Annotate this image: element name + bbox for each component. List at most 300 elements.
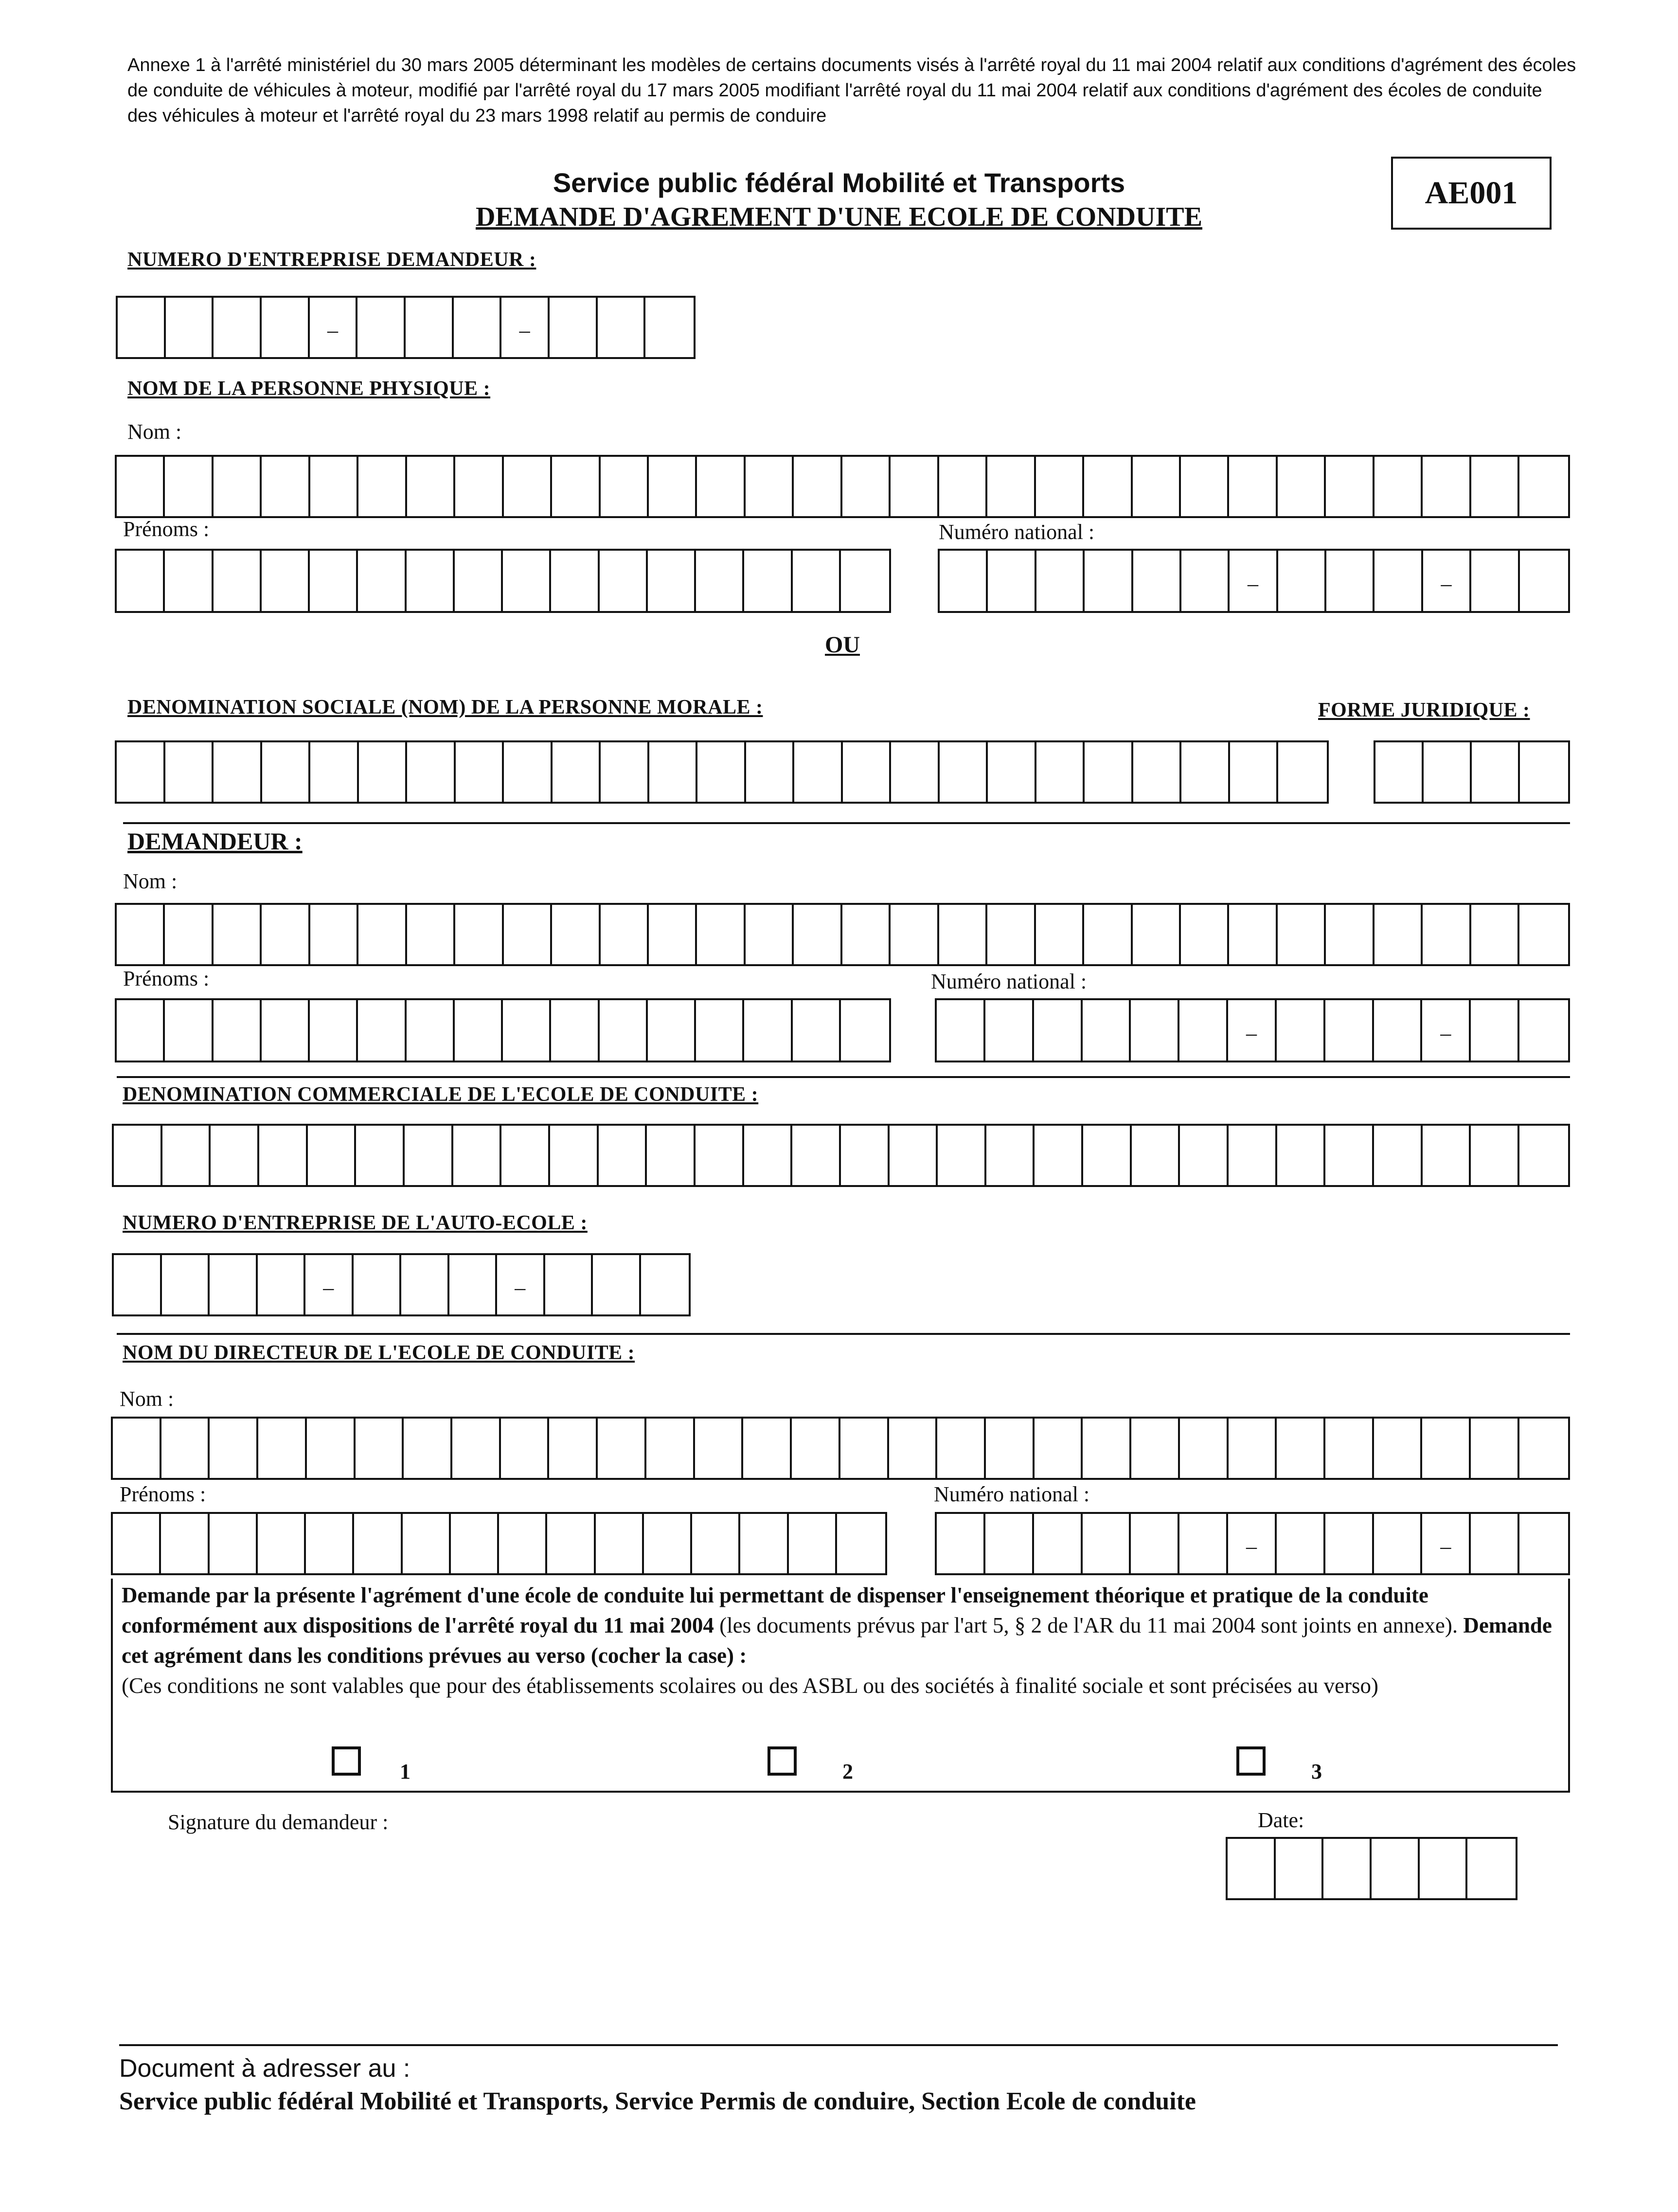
char-cell[interactable] [545,1255,593,1314]
char-cell[interactable] [986,1126,1035,1185]
char-cell[interactable] [501,1419,550,1478]
char-cell[interactable] [649,457,697,516]
char-cell[interactable] [501,298,550,357]
char-cell[interactable] [1181,551,1230,611]
char-cell[interactable] [1471,551,1519,611]
char-cell[interactable] [165,457,213,516]
char-cell[interactable] [843,742,892,802]
condition-1-checkbox[interactable] [332,1746,361,1776]
char-cell[interactable] [113,1514,161,1573]
char-cell[interactable] [356,1126,405,1185]
person-last-name-field[interactable] [115,455,1570,518]
char-cell[interactable] [165,551,213,611]
char-cell[interactable] [504,457,552,516]
person-national-number-field[interactable] [938,549,1570,613]
char-cell[interactable] [1084,457,1132,516]
char-cell[interactable] [1085,742,1133,802]
applicant-national-number-field[interactable] [935,998,1570,1062]
char-cell[interactable] [792,1126,841,1185]
char-cell[interactable] [841,1000,889,1061]
char-cell[interactable] [407,1000,455,1061]
char-cell[interactable] [599,1126,647,1185]
char-cell[interactable] [793,1000,841,1061]
char-cell[interactable] [986,1419,1035,1478]
annexe-reference: Annexe 1 à l'arrêté ministériel du 30 mars 2005 déterminant les modèles de certains documents visés à l'arrêté royal du 11 mai 2004 relatif aux conditions d'agrément des écoles de conduite de véhicules à moteur, modifié par l'arrêté royal du 17 mars 2005 modifiant l'arrêté royal du 11 mai 2004 relatif aux conditions d'agrément des écoles de conduite des véhicules à moteur et l'arrêté royal du 23 mars 1998 relatif au permis de conduire [127,55,1576,126]
char-cell[interactable] [1326,457,1374,516]
char-cell[interactable] [405,1126,453,1185]
char-cell[interactable] [1228,1839,1276,1898]
char-cell[interactable] [1374,1419,1423,1478]
char-cell[interactable] [165,1000,213,1061]
char-cell[interactable] [305,1255,354,1314]
declaration-part3: Demande cet agrément dans les conditions prévues au verso (cocher la case) : [122,1613,1552,1668]
char-cell[interactable] [649,742,698,802]
char-cell[interactable] [1228,1000,1277,1061]
char-cell[interactable] [1472,742,1520,802]
char-cell[interactable] [1181,457,1229,516]
char-cell[interactable] [792,1419,840,1478]
char-cell[interactable] [794,905,842,964]
char-cell[interactable] [1083,1126,1132,1185]
char-cell[interactable] [359,742,408,802]
char-cell[interactable] [214,742,262,802]
char-cell[interactable] [503,1000,551,1061]
char-cell[interactable] [210,1255,258,1314]
char-cell[interactable] [358,457,407,516]
char-cell[interactable] [214,1000,262,1061]
char-cell[interactable] [1423,457,1471,516]
char-cell[interactable] [449,1255,498,1314]
char-cell[interactable] [1323,1839,1372,1898]
organization-title: Service public fédéral Mobilité et Transports [553,167,1125,198]
char-cell[interactable] [114,1126,162,1185]
char-cell[interactable] [1326,905,1374,964]
char-cell[interactable] [354,1255,402,1314]
char-cell[interactable] [793,551,841,611]
char-cell[interactable] [988,742,1036,802]
legal-form-field[interactable] [1374,740,1570,804]
school-trade-name-field[interactable] [112,1124,1570,1187]
char-cell[interactable] [1277,1514,1325,1573]
char-cell[interactable] [1181,742,1230,802]
char-cell[interactable] [1035,1419,1083,1478]
char-cell[interactable] [1228,1514,1277,1573]
char-cell[interactable] [649,905,697,964]
char-cell[interactable] [1375,905,1423,964]
char-cell[interactable] [1084,905,1132,964]
char-cell[interactable] [985,1000,1034,1061]
char-cell[interactable] [1325,1514,1374,1573]
char-cell[interactable] [601,457,649,516]
char-cell[interactable] [117,551,165,611]
char-cell[interactable] [1083,1000,1131,1061]
condition-2-checkbox[interactable] [768,1746,797,1776]
char-cell[interactable] [1083,1419,1131,1478]
char-cell[interactable] [601,905,649,964]
char-cell[interactable] [1372,1839,1420,1898]
legal-entity-name-field[interactable] [115,740,1329,804]
char-cell[interactable] [310,1000,358,1061]
char-cell[interactable] [552,457,600,516]
date-field[interactable] [1226,1837,1517,1900]
char-cell[interactable] [1230,551,1278,611]
char-cell[interactable] [842,457,891,516]
char-cell[interactable] [117,742,165,802]
char-cell[interactable] [262,1000,310,1061]
char-cell[interactable] [547,1514,595,1573]
char-cell[interactable] [1034,1000,1083,1061]
char-cell[interactable] [162,1255,210,1314]
char-cell[interactable] [1133,905,1181,964]
char-cell[interactable] [162,1126,211,1185]
char-cell[interactable] [842,905,891,964]
char-cell[interactable] [596,1514,644,1573]
footer-title: Document à adresser au : [119,2054,411,2083]
char-cell[interactable] [696,1126,744,1185]
char-cell[interactable] [1083,1514,1131,1573]
char-cell[interactable] [1519,1126,1568,1185]
char-cell[interactable] [552,905,600,964]
applicant-first-names-field[interactable] [115,998,891,1062]
declaration-part1: Demande par la présente l'agrément d'une école de conduite lui permettant de dispenser l'enseignement théorique et pratique de la conduite conformément aux dispositions de l'arrêté royal du 11 mai 2004 [122,1583,1428,1637]
char-cell[interactable] [262,551,310,611]
char-cell[interactable] [118,298,166,357]
char-cell[interactable] [1181,905,1229,964]
char-cell[interactable] [891,742,940,802]
char-cell[interactable] [307,1419,356,1478]
director-national-number-field[interactable] [935,1512,1570,1575]
char-cell[interactable] [214,551,262,611]
char-cell[interactable] [692,1514,740,1573]
char-cell[interactable] [455,905,503,964]
director-last-name-field[interactable] [111,1417,1570,1480]
char-cell[interactable] [1471,457,1519,516]
char-cell[interactable] [641,1255,689,1314]
char-cell[interactable] [497,1255,545,1314]
char-cell[interactable] [166,298,214,357]
char-cell[interactable] [1422,1514,1471,1573]
char-cell[interactable] [211,1126,259,1185]
char-cell[interactable] [1519,905,1568,964]
char-cell[interactable] [1471,905,1519,964]
char-cell[interactable] [937,1419,986,1478]
char-cell[interactable] [1036,905,1084,964]
char-cell[interactable] [1423,551,1471,611]
char-cell[interactable] [940,551,988,611]
char-cell[interactable] [161,1419,210,1478]
nom-label: Nom : [127,420,182,444]
char-cell[interactable] [358,551,406,611]
char-cell[interactable] [1374,1514,1423,1573]
char-cell[interactable] [1520,742,1568,802]
char-cell[interactable] [940,742,988,802]
char-cell[interactable] [1133,457,1181,516]
char-cell[interactable] [794,457,842,516]
char-cell[interactable] [407,905,455,964]
footer-address: Service public fédéral Mobilité et Transports, Service Permis de conduire, Section Ecole de conduite [119,2087,1196,2115]
char-cell[interactable] [1519,1514,1568,1573]
char-cell[interactable] [1229,1126,1277,1185]
char-cell[interactable] [746,905,794,964]
char-cell[interactable] [697,457,745,516]
footer-divider [119,2044,1558,2046]
char-cell[interactable] [648,1000,696,1061]
char-cell[interactable] [1131,1419,1180,1478]
char-cell[interactable] [1423,1126,1471,1185]
char-cell[interactable] [1325,1000,1374,1061]
char-cell[interactable] [113,1419,161,1478]
char-cell[interactable] [1035,1126,1083,1185]
char-cell[interactable] [214,298,262,357]
char-cell[interactable] [1325,1419,1374,1478]
char-cell[interactable] [504,742,553,802]
char-cell[interactable] [890,1126,938,1185]
char-cell[interactable] [310,551,358,611]
char-cell[interactable] [746,457,794,516]
char-cell[interactable] [455,457,503,516]
char-cell[interactable] [987,905,1035,964]
nom-label: Nom : [123,869,178,893]
char-cell[interactable] [891,457,939,516]
char-cell[interactable] [644,1514,692,1573]
char-cell[interactable] [455,551,503,611]
char-cell[interactable] [1278,905,1326,964]
char-cell[interactable] [1278,457,1326,516]
char-cell[interactable] [407,457,455,516]
char-cell[interactable] [117,457,165,516]
char-cell[interactable] [1229,1419,1277,1478]
char-cell[interactable] [645,298,694,357]
char-cell[interactable] [1036,457,1084,516]
char-cell[interactable] [356,1419,404,1478]
char-cell[interactable] [210,1419,258,1478]
char-cell[interactable] [841,1126,890,1185]
char-cell[interactable] [161,1514,209,1573]
condition-3-label: 3 [1311,1760,1322,1783]
char-cell[interactable] [1420,1839,1468,1898]
char-cell[interactable] [987,457,1035,516]
char-cell[interactable] [258,1255,306,1314]
char-cell[interactable] [744,1000,792,1061]
char-cell[interactable] [452,1419,501,1478]
char-cell[interactable] [117,905,165,964]
char-cell[interactable] [938,1126,986,1185]
char-cell[interactable] [1471,1514,1519,1573]
char-cell[interactable] [1519,1419,1568,1478]
char-cell[interactable] [1132,1126,1180,1185]
char-cell[interactable] [258,1514,306,1573]
char-cell[interactable] [551,1000,599,1061]
char-cell[interactable] [259,1126,308,1185]
char-cell[interactable] [889,1419,938,1478]
char-cell[interactable] [403,1514,451,1573]
char-cell[interactable] [695,1419,744,1478]
char-cell[interactable] [1519,1000,1568,1061]
char-cell[interactable] [1375,457,1423,516]
char-cell[interactable] [1325,1126,1374,1185]
person-first-names-field[interactable] [115,549,891,613]
char-cell[interactable] [744,551,792,611]
char-cell[interactable] [937,1514,985,1573]
condition-2-label: 2 [842,1760,853,1783]
char-cell[interactable] [1133,551,1181,611]
char-cell[interactable] [1422,1000,1471,1061]
char-cell[interactable] [988,551,1036,611]
char-cell[interactable] [258,1419,307,1478]
char-cell[interactable] [453,1126,502,1185]
char-cell[interactable] [310,457,358,516]
char-cell[interactable] [600,551,648,611]
char-cell[interactable] [354,1514,402,1573]
char-cell[interactable] [1519,457,1568,516]
char-cell[interactable] [549,1419,598,1478]
char-cell[interactable] [1278,742,1327,802]
char-cell[interactable] [696,551,744,611]
company-number-field[interactable] [116,296,696,359]
char-cell[interactable] [1180,1419,1229,1478]
char-cell[interactable] [499,1514,547,1573]
char-cell[interactable] [117,1000,165,1061]
char-cell[interactable] [310,742,359,802]
char-cell[interactable] [1423,905,1471,964]
char-cell[interactable] [697,905,745,964]
char-cell[interactable] [1422,1419,1471,1478]
char-cell[interactable] [1179,1000,1228,1061]
char-cell[interactable] [939,905,987,964]
char-cell[interactable] [114,1255,162,1314]
char-cell[interactable] [1036,551,1085,611]
char-cell[interactable] [451,1514,499,1573]
char-cell[interactable] [1085,551,1133,611]
char-cell[interactable] [262,457,310,516]
char-cell[interactable] [1375,551,1423,611]
char-cell[interactable] [262,905,310,964]
char-cell[interactable] [550,298,598,357]
char-cell[interactable] [357,298,406,357]
char-cell[interactable] [262,298,310,357]
char-cell[interactable] [308,1126,357,1185]
char-cell[interactable] [1471,1000,1519,1061]
char-cell[interactable] [939,457,987,516]
char-cell[interactable] [551,551,599,611]
char-cell[interactable] [746,742,795,802]
char-cell[interactable] [310,298,358,357]
char-cell[interactable] [1277,1419,1325,1478]
char-cell[interactable] [1131,1514,1179,1573]
char-cell[interactable] [407,742,456,802]
school-company-number-field[interactable] [112,1253,691,1316]
char-cell[interactable] [1375,742,1424,802]
char-cell[interactable] [1471,1126,1519,1185]
char-cell[interactable] [1471,1419,1519,1478]
char-cell[interactable] [840,1419,889,1478]
char-cell[interactable] [1278,551,1326,611]
section-denomination-commerciale: DENOMINATION COMMERCIALE DE L'ECOLE DE CONDUITE : [123,1083,759,1106]
char-cell[interactable] [165,742,214,802]
char-cell[interactable] [306,1514,354,1573]
char-cell[interactable] [1520,551,1568,611]
char-cell[interactable] [593,1255,641,1314]
applicant-last-name-field[interactable] [115,903,1570,966]
char-cell[interactable] [1131,1000,1179,1061]
char-cell[interactable] [165,905,213,964]
char-cell[interactable] [837,1514,885,1573]
condition-3-checkbox[interactable] [1236,1746,1266,1776]
char-cell[interactable] [407,551,455,611]
char-cell[interactable] [358,1000,406,1061]
char-cell[interactable] [1230,742,1279,802]
char-cell[interactable] [647,1126,696,1185]
char-cell[interactable] [214,905,262,964]
char-cell[interactable] [401,1255,449,1314]
char-cell[interactable] [1424,742,1472,802]
char-cell[interactable] [1276,1839,1324,1898]
char-cell[interactable] [210,1514,258,1573]
char-cell[interactable] [1374,1000,1423,1061]
char-cell[interactable] [550,1126,599,1185]
nom-label: Nom : [120,1387,174,1411]
char-cell[interactable] [789,1514,837,1573]
char-cell[interactable] [1326,551,1375,611]
char-cell[interactable] [743,1419,792,1478]
char-cell[interactable] [503,551,551,611]
char-cell[interactable] [1229,457,1277,516]
char-cell[interactable] [600,1000,648,1061]
char-cell[interactable] [455,1000,503,1061]
char-cell[interactable] [696,1000,744,1061]
char-cell[interactable] [1277,1000,1325,1061]
char-cell[interactable] [553,742,601,802]
char-cell[interactable] [1374,1126,1423,1185]
char-cell[interactable] [1179,1514,1228,1573]
char-cell[interactable] [891,905,939,964]
char-cell[interactable] [744,1126,793,1185]
char-cell[interactable] [1277,1126,1326,1185]
char-cell[interactable] [598,1419,646,1478]
char-cell[interactable] [1229,905,1277,964]
char-cell[interactable] [646,1419,695,1478]
char-cell[interactable] [358,905,407,964]
char-cell[interactable] [601,742,649,802]
signature-label: Signature du demandeur : [168,1810,389,1834]
char-cell[interactable] [406,298,454,357]
director-first-names-field[interactable] [111,1512,887,1575]
char-cell[interactable] [1036,742,1085,802]
char-cell[interactable] [794,742,843,802]
char-cell[interactable] [740,1514,788,1573]
char-cell[interactable] [1467,1839,1516,1898]
char-cell[interactable] [648,551,696,611]
char-cell[interactable] [310,905,358,964]
section-denomination-sociale: DENOMINATION SOCIALE (NOM) DE LA PERSONNE MORALE : [127,696,763,719]
char-cell[interactable] [1034,1514,1083,1573]
char-cell[interactable] [1133,742,1182,802]
char-cell[interactable] [937,1000,985,1061]
char-cell[interactable] [841,551,889,611]
char-cell[interactable] [1180,1126,1229,1185]
char-cell[interactable] [504,905,552,964]
char-cell[interactable] [262,742,311,802]
char-cell[interactable] [501,1126,550,1185]
char-cell[interactable] [598,298,646,357]
char-cell[interactable] [985,1514,1034,1573]
char-cell[interactable] [697,742,746,802]
char-cell[interactable] [454,298,502,357]
char-cell[interactable] [214,457,262,516]
char-cell[interactable] [404,1419,452,1478]
char-cell[interactable] [456,742,504,802]
section-numero-entreprise-auto-ecole: NUMERO D'ENTREPRISE DE L'AUTO-ECOLE : [123,1212,588,1234]
